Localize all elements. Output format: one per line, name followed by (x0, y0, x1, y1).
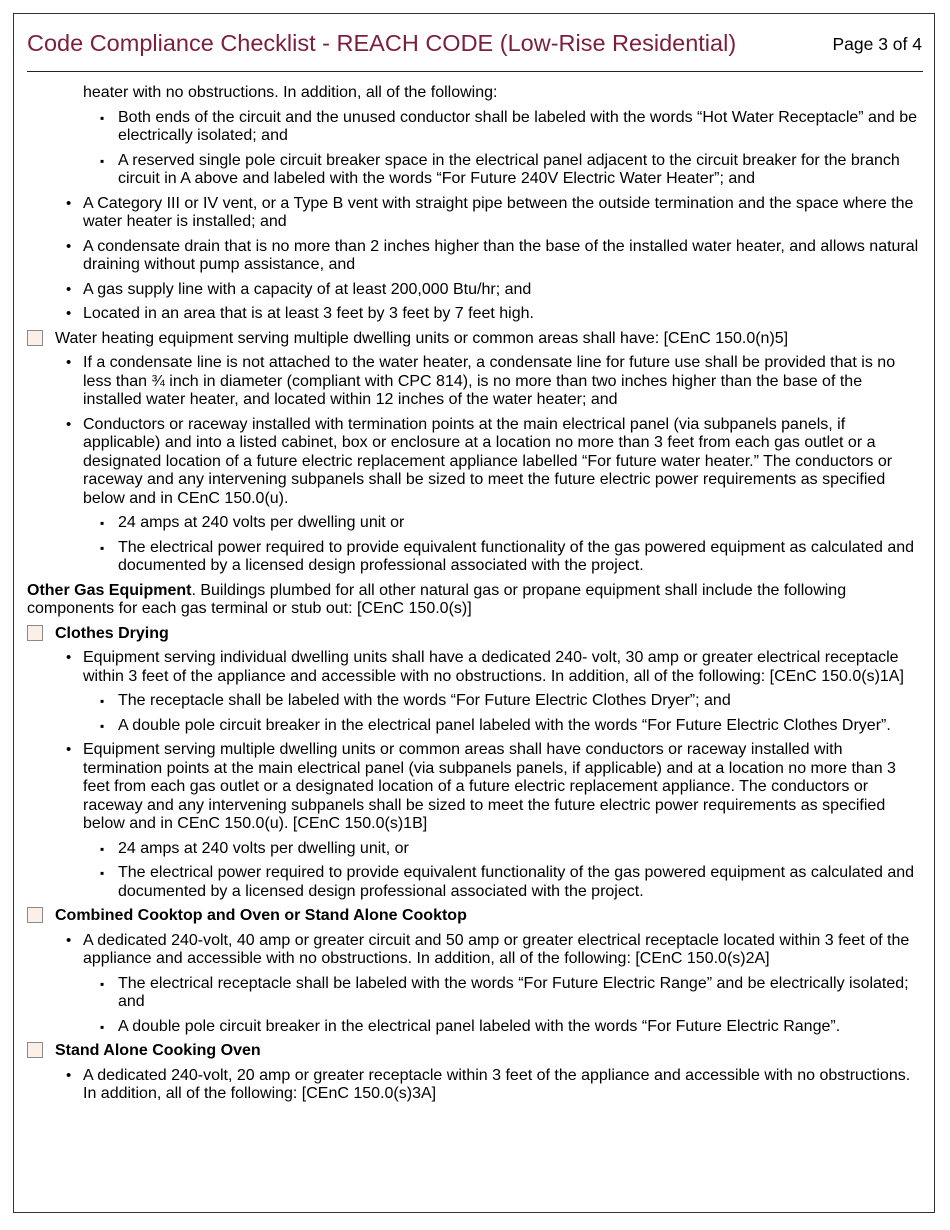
list-item: ▪ The electrical power required to provide equivalent functionality of the gas powered equipment as calculated and documented by a licensed design professional associated with the project. (27, 864, 923, 901)
header-divider (27, 71, 923, 72)
continuation-line: heater with no obstructions. In addition, all of the following: (83, 84, 498, 101)
list-item: • A dedicated 240-volt, 20 amp or greater receptacle within 3 feet of the appliance and accessible with no obstructions. In addition, all of the following: [CEnC 150.0(s)3A] (27, 1067, 923, 1104)
clothes-drying-item (27, 625, 923, 644)
list-item: ▪ A double pole circuit breaker in the electrical panel labeled with the words “For Future Electric Clothes Dryer”. (27, 717, 923, 736)
clothes-drying-heading: Clothes Drying (55, 624, 169, 642)
list-item: ▪ Both ends of the circuit and the unused conductor shall be labeled with the words “Hot Water Receptacle” and be electrically isolated; and (27, 109, 923, 146)
list-item: ▪ A reserved single pole circuit breaker space in the electrical panel adjacent to the circuit breaker for the branch circuit in A above and labeled with the words “For Future 240V Electric Water Heater”; and (27, 152, 923, 189)
cooktop-oven-heading: Combined Cooktop and Oven or Stand Alone Cooktop (55, 907, 467, 924)
stand-alone-oven-heading: Stand Alone Cooking Oven (55, 1042, 261, 1059)
list-item: • A condensate drain that is no more than 2 inches higher than the base of the installed water heater, and allows natural draining without pump assistance, and (27, 238, 923, 275)
multi-unit-water-heating-item (27, 330, 923, 349)
list-item: ▪ The receptacle shall be labeled with the words “For Future Electric Clothes Dryer”; and (27, 692, 923, 711)
page-number: Page 3 of 4 (832, 34, 922, 54)
cooktop-oven-checkbox[interactable] (27, 907, 43, 923)
list-item: • A dedicated 240-volt, 40 amp or greater circuit and 50 amp or greater electrical receptacle located within 3 feet of the appliance and accessible with no obstructions. In addition, all of the following: [CEnC 150.0(s)2A] (27, 932, 923, 969)
checkbox-label: Water heating equipment serving multiple dwelling units or common areas shall have: [CEnC 150.0(n)5] (55, 329, 789, 347)
list-item: • Conductors or raceway installed with termination points at the main electrical panel (via subpanels panels, if applicable) and into a listed cabinet, box or enclosure at a location no more than 3 feet from each gas outlet or a designated location of a future electric replacement appliance labelled “For future water heater.” The conductors or raceway and any intervening subpanels shall be sized to meet the future electric power requirements as specified below and in CEnC 150.0(u). (27, 416, 923, 509)
list-item: ▪ A double pole circuit breaker in the electrical panel labeled with the words “For Future Electric Range”. (27, 1018, 923, 1037)
checklist-content (27, 84, 923, 1104)
page-title: Code Compliance Checklist - REACH CODE (Low-Rise Residential) (27, 30, 737, 56)
multi-unit-water-heating-checkbox[interactable] (27, 330, 43, 346)
list-item: • Equipment serving individual dwelling units shall have a dedicated 240- volt, 30 amp or greater electrical receptacle within 3 feet of the appliance and accessible with no obstructions. In addition, all of the following: [CEnC 150.0(s)1A] (27, 649, 923, 686)
cooktop-oven-item (27, 907, 923, 926)
other-gas-equipment-heading: Other Gas Equipment (27, 581, 192, 599)
list-item: ▪ 24 amps at 240 volts per dwelling unit, or (27, 840, 923, 859)
list-item: ▪ The electrical receptacle shall be labeled with the words “For Future Electric Range” and be electrically isolated; and (27, 975, 923, 1012)
list-item: • Located in an area that is at least 3 feet by 3 feet by 7 feet high. (27, 305, 923, 324)
list-item: • Equipment serving multiple dwelling units or common areas shall have conductors or raceway installed with termination points at the main electrical panel (via subpanels panels, if applicable) and at a location no more than 3 feet from each gas outlet or a designated location of a future electric replacement appliance. The conductors or raceway and any intervening subpanels shall be sized to meet the future electric power requirements as specified below and in CEnC 150.0(u). [CEnC 150.0(s)1B] (27, 741, 923, 834)
stand-alone-oven-item (27, 1042, 923, 1061)
other-gas-equipment-text: . Buildings plumbed for all other natural gas or propane equipment shall include the following components for each gas terminal or stub out: [CEnC 150.0(s)] (27, 581, 847, 617)
stand-alone-oven-checkbox[interactable] (27, 1042, 43, 1058)
other-gas-equipment-paragraph (27, 582, 923, 619)
list-item: • A Category III or IV vent, or a Type B vent with straight pipe between the outside termination and the space where the water heater is installed; and (27, 195, 923, 232)
clothes-drying-checkbox[interactable] (27, 625, 43, 641)
list-item: ▪ 24 amps at 240 volts per dwelling unit or (27, 514, 923, 533)
list-item: • A gas supply line with a capacity of at least 200,000 Btu/hr; and (27, 281, 923, 300)
list-item: • If a condensate line is not attached to the water heater, a condensate line for future use shall be provided that is no less than ¾ inch in diameter (compliant with CPC 814), is no more than two inches higher than the base of the installed water heater, and located within 12 inches of the water heater; and (27, 354, 923, 410)
list-item: ▪ The electrical power required to provide equivalent functionality of the gas powered equipment as calculated and documented by a licensed design professional associated with the project. (27, 539, 923, 576)
